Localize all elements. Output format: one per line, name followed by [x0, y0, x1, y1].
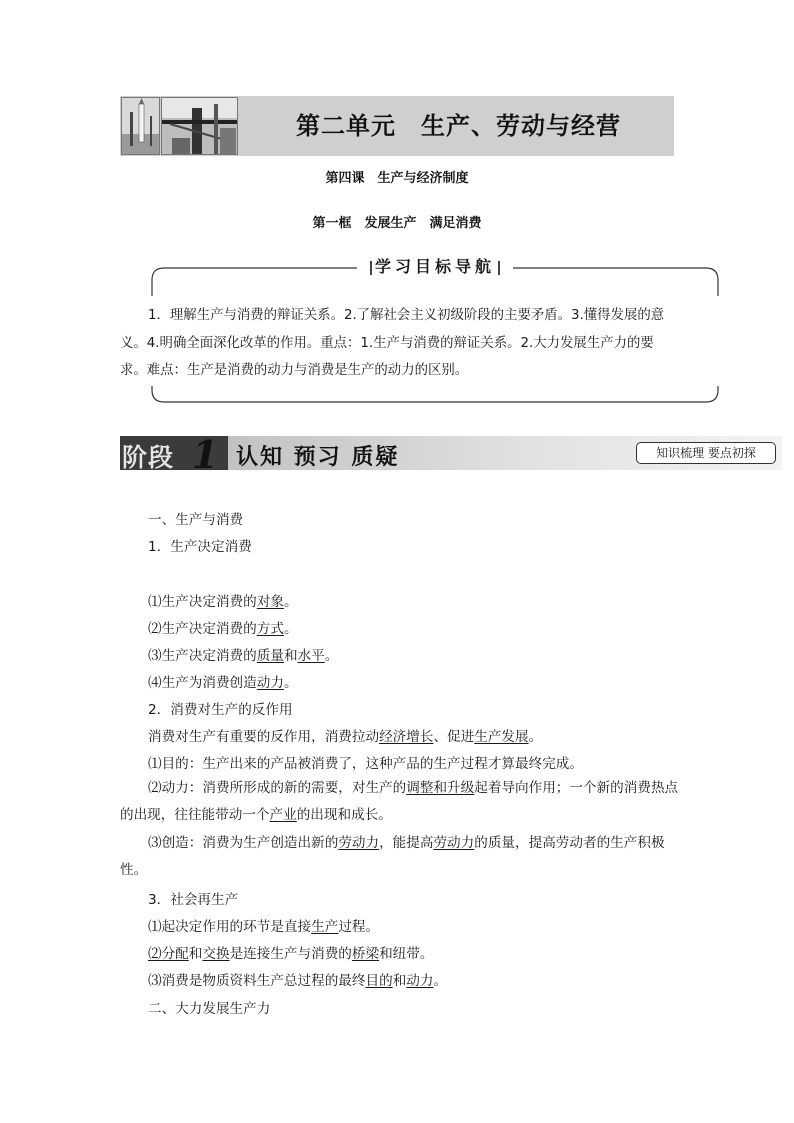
heading-develop-productivity: 二、大力发展生产力 [148, 1001, 271, 1017]
paragraph [120, 830, 680, 884]
paragraph-text: ，能提高 [379, 835, 434, 851]
lesson-title: 第四课 生产与经济制度 [325, 171, 469, 186]
fill-blank-answer: 产业 [269, 807, 297, 823]
paragraph-text: 的出现和成长。 [296, 807, 392, 823]
rocket-launch-photo [121, 97, 160, 155]
goals-title-left-bar [370, 261, 372, 275]
list-item [148, 915, 379, 935]
fill-blank-answer: 水平 [297, 648, 325, 664]
paragraph-text: ⑵动力：消费所形成的新的需要，对生产的 [148, 780, 407, 796]
stage-title: 认知 预习 质疑 [236, 444, 400, 470]
list-item-text: 。 [283, 675, 298, 691]
list-item [148, 671, 298, 691]
list-item-text: ⑴起决定作用的环节是直接 [148, 919, 312, 935]
list-item-text: 和 [283, 648, 298, 664]
paragraph-text: 、促进 [433, 729, 475, 745]
goals-title-text: 学习目标导航 [374, 257, 495, 276]
list-item [148, 644, 338, 664]
paragraph [120, 775, 680, 829]
list-item-text: ⑴生产决定消费的 [148, 594, 257, 610]
fill-blank-answer: 质量 [256, 648, 284, 664]
list-item-text: 和 [188, 946, 203, 962]
fill-blank-answer: 劳动力 [338, 835, 380, 851]
stage-banner [120, 432, 782, 477]
subheading-consumption-reaction: 2．消费对生产的反作用 [148, 702, 293, 718]
paragraph-text: 。 [528, 729, 543, 745]
list-item-text: 是连接生产与消费的 [229, 946, 352, 962]
list-item-text: ⑶消费是物质资料生产总过程的最终 [148, 973, 366, 989]
fill-blank-answer: 生产 [311, 919, 339, 935]
fill-blank-answer: 经济增长 [379, 729, 434, 745]
goals-title-right-bar [498, 261, 500, 275]
list-item [148, 617, 298, 637]
list-item-text: ⑷生产为消费创造 [148, 675, 257, 691]
subheading-production-decides: 1．生产决定消费 [148, 539, 252, 555]
list-item-text: 和纽带。 [379, 946, 434, 962]
fill-blank-answer: 劳动力 [433, 835, 475, 851]
heading-production-consumption: 一、生产与消费 [148, 512, 244, 528]
paragraph-text: 起着导向作用；一个新的消费热点的出现，往往能带动一个 [120, 780, 679, 823]
paragraph-text: 消费对生产有重要的反作用，消费拉动 [148, 729, 380, 745]
list-item [148, 590, 298, 610]
list-item [148, 969, 447, 989]
list-item-text: 。 [283, 621, 298, 637]
list-item-text: 。 [433, 973, 448, 989]
list-item [148, 942, 433, 962]
fill-blank-answer: ⑵分配 [148, 946, 189, 962]
unit-title: 第二单元 生产、劳动与经营 [296, 111, 621, 140]
stage-number: 1 [192, 432, 219, 477]
paragraph-text: 的质量，提高劳动者的生产积极性。 [120, 835, 665, 878]
stage-tag: 知识梳理 要点初探 [636, 442, 776, 464]
paragraph [148, 725, 542, 745]
section-title: 第一框 发展生产 满足消费 [312, 216, 482, 231]
goals-text: 1．理解生产与消费的辩证关系。2.了解社会主义初级阶段的主要矛盾。3.懂得发展的意义。4.明确全面深化改革的作用。重点：1.生产与消费的辩证关系。2.大力发展生产力的要求。难点：生产是消费的动力与消费是生产的动力的区别。 [120, 308, 665, 378]
paragraph-text: ⑶创造：消费为生产创造出新的 [148, 835, 339, 851]
list-item-text: ⑶生产决定消费的 [148, 648, 257, 664]
list-item-text: 和 [392, 973, 407, 989]
fill-blank-answer: 动力 [256, 675, 284, 691]
unit-banner [120, 96, 674, 156]
launch-tower-photo [161, 97, 238, 155]
fill-blank-answer: 目的 [365, 973, 393, 989]
stage-label: 阶段 [122, 443, 175, 472]
fill-blank-answer: 交换 [202, 946, 230, 962]
fill-blank-answer: 调整和升级 [406, 780, 475, 796]
list-item-text: ⑵生产决定消费的 [148, 621, 257, 637]
fill-blank-answer: 桥梁 [351, 946, 380, 962]
fill-blank-answer: 生产发展 [474, 729, 529, 745]
subheading-social-reproduction: 3．社会再生产 [148, 892, 239, 908]
list-item-text: 。 [324, 648, 339, 664]
list-item-text: 过程。 [338, 919, 380, 935]
fill-blank-answer: 对象 [256, 594, 284, 610]
list-item: ⑴目的：生产出来的产品被消费了，这种产品的生产过程才算最终完成。 [148, 756, 583, 772]
fill-blank-answer: 方式 [256, 621, 284, 637]
list-item-text: 。 [283, 594, 298, 610]
fill-blank-answer: 动力 [406, 973, 434, 989]
goals-title [357, 256, 513, 278]
